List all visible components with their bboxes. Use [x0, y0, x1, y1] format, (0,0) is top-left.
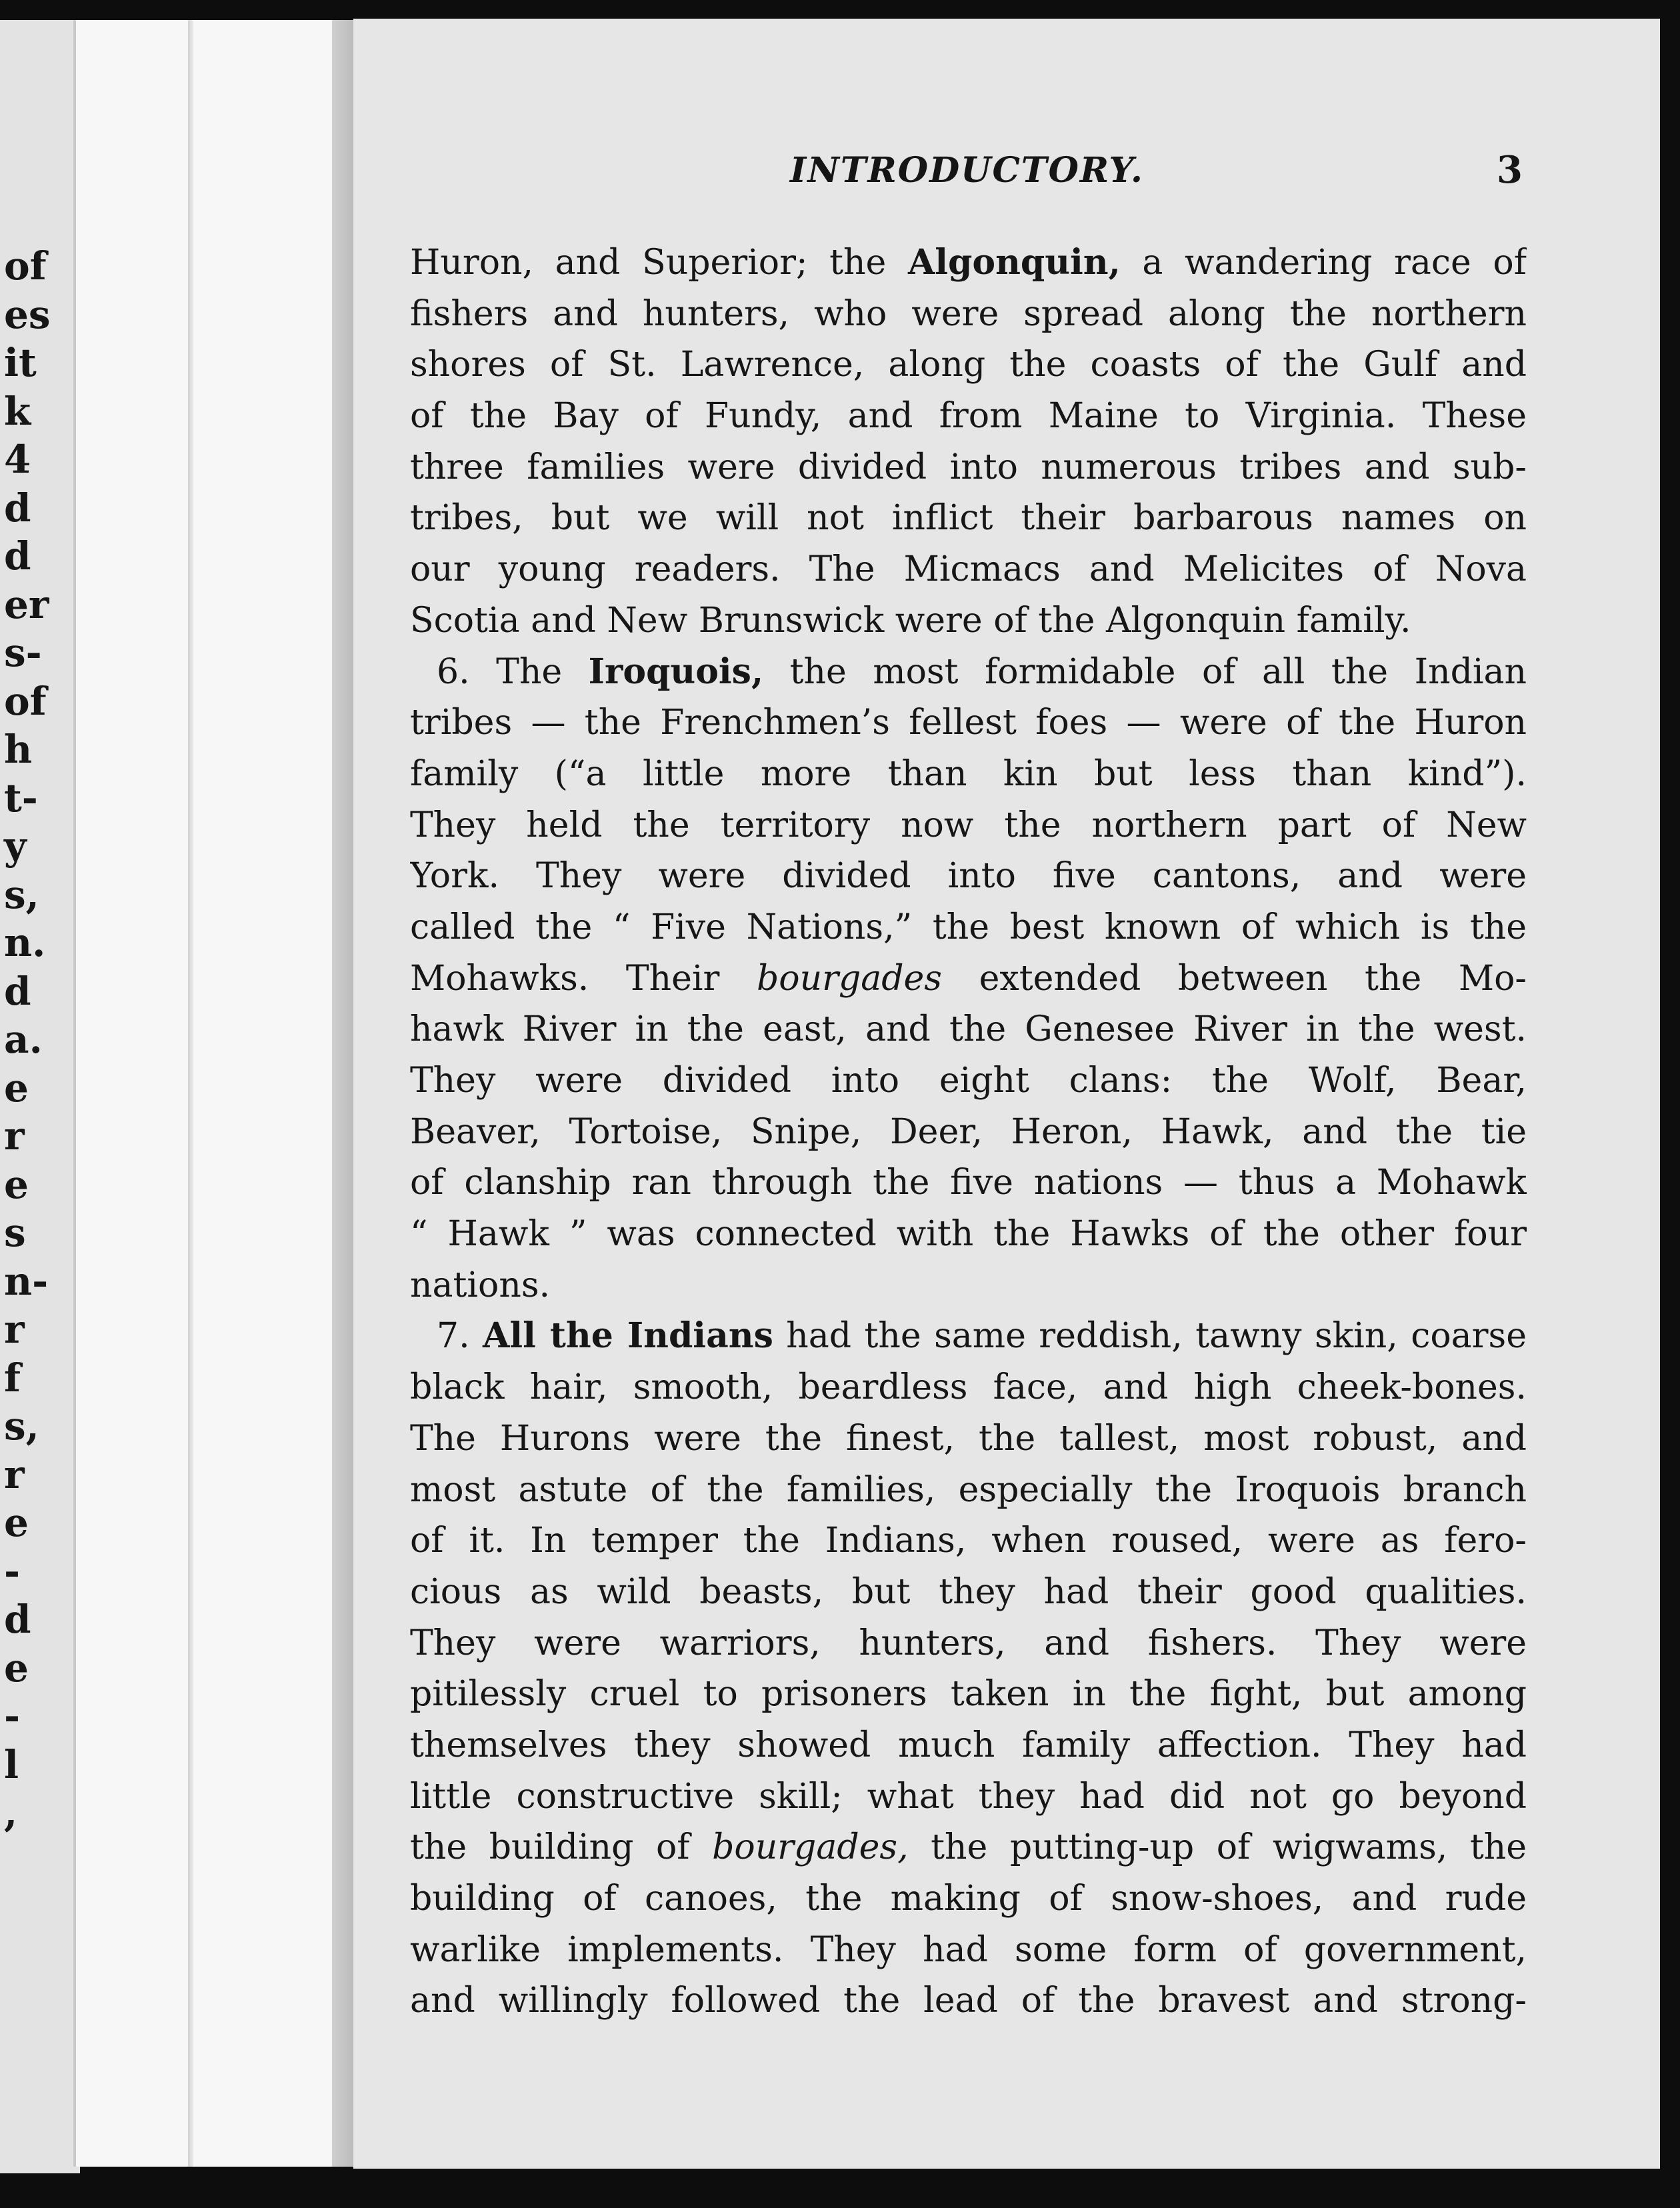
text-run: had the same reddish, tawny skin, coarse: [773, 1316, 1527, 1357]
text-line: [410, 339, 1527, 391]
text-run: called the “ Five Nations,” the best known of which is the: [410, 907, 1527, 947]
facing-page-line-fragment: r: [4, 1113, 25, 1159]
text-run: black hair, smooth, beardless face, and high cheek-bones.: [410, 1367, 1527, 1408]
text-line: [410, 1567, 1527, 1618]
facing-page-line-fragment: s,: [4, 1403, 39, 1449]
text-line: [410, 1107, 1527, 1158]
text-run: Beaver, Tortoise, Snipe, Deer, Heron, Hawk, and the tie: [410, 1111, 1527, 1152]
text-line: [410, 237, 1527, 289]
facing-page-line-fragment: f: [4, 1355, 21, 1401]
text-run: the most formidable of all the Indian: [763, 651, 1527, 692]
text-run: tribes — the Frenchmen’s fellest foes — were of the Huron: [410, 703, 1527, 743]
text-line: [410, 289, 1527, 340]
text-run: fishers and hunters, who were spread along the northern: [410, 293, 1527, 334]
text-run: the putting-up of wigwams, the: [908, 1827, 1527, 1868]
text-line: [410, 1413, 1527, 1465]
body-text: [410, 237, 1527, 2027]
text-line: [410, 1260, 1527, 1311]
text-line: [410, 1771, 1527, 1823]
facing-page-line-fragment: l: [4, 1741, 19, 1787]
text-line: [410, 1362, 1527, 1413]
text-line: [410, 902, 1527, 953]
text-line: [410, 493, 1527, 544]
text-run: family (“a little more than kin but less than kind”).: [410, 753, 1527, 794]
text-run: tribes, but we will not inflict their barbarous names on: [410, 498, 1527, 539]
text-line: [410, 749, 1527, 800]
text-run: hawk River in the east, and the Genesee River in the west.: [410, 1009, 1527, 1050]
text-line: [410, 1465, 1527, 1516]
text-run: the building of: [410, 1827, 713, 1868]
text-run: warlike implements. They had some form of government,: [410, 1929, 1527, 1970]
facing-page-line-fragment: of: [4, 678, 47, 724]
text-run: a wandering race of: [1120, 243, 1527, 283]
facing-page-line-fragment: of: [4, 243, 47, 289]
italic-term: bourgades,: [712, 1827, 909, 1868]
text-line: [410, 697, 1527, 749]
bold-term: Iroquois,: [588, 651, 764, 692]
facing-page-fragment: [0, 20, 80, 2173]
text-line: [410, 800, 1527, 851]
text-line: [410, 1873, 1527, 1925]
text-run: York. They were divided into five cantons, and were: [410, 856, 1527, 897]
text-run: themselves they showed much family affection. They had: [410, 1725, 1527, 1765]
text-run: of the Bay of Fundy, and from Maine to Virginia. These: [410, 396, 1527, 437]
text-run: Huron, and Superior; the: [410, 243, 908, 283]
text-run: Scotia and New Brunswick were of the Algonquin family.: [410, 600, 1411, 641]
facing-page-line-fragment: -: [4, 1693, 21, 1739]
running-head: INTRODUCTORY.: [790, 150, 1145, 191]
facing-page-line-fragment: e: [4, 1645, 29, 1691]
text-run: our young readers. The Micmacs and Melicites of Nova: [410, 549, 1527, 590]
binding-tape: [73, 20, 339, 2167]
text-run: little constructive skill; what they had did not go beyond: [410, 1776, 1527, 1817]
facing-page-line-fragment: d: [4, 533, 31, 579]
tape-seam: [188, 20, 193, 2167]
text-run: shores of St. Lawrence, along the coasts of the Gulf and: [410, 345, 1527, 385]
bold-term: All the Indians: [483, 1315, 773, 1357]
text-line: [410, 647, 1527, 698]
bold-term: Algonquin,: [907, 242, 1121, 283]
facing-page-line-fragment: ,: [4, 1790, 18, 1835]
facing-page-line-fragment: e: [4, 1161, 29, 1207]
text-line: [410, 1822, 1527, 1873]
facing-page-line-fragment: es: [4, 291, 51, 337]
text-line: [410, 442, 1527, 493]
text-run: The Hurons were the finest, the tallest, most robust, and: [410, 1418, 1527, 1459]
text-run: “ Hawk ” was connected with the Hawks of the other four: [410, 1214, 1527, 1255]
text-run: three families were divided into numerous tribes and sub-: [410, 447, 1527, 487]
facing-page-line-fragment: s,: [4, 871, 39, 917]
facing-page-line-fragment: h: [4, 727, 33, 772]
gutter-shadow: [332, 20, 356, 2167]
facing-page-line-fragment: y: [4, 823, 27, 869]
text-line: [410, 1618, 1527, 1669]
italic-term: bourgades: [757, 958, 942, 999]
facing-page-line-fragment: er: [4, 581, 49, 627]
text-line: [410, 1209, 1527, 1260]
text-line: [410, 544, 1527, 595]
text-line: [410, 1004, 1527, 1055]
facing-page-line-fragment: n-: [4, 1258, 49, 1304]
text-run: of clanship ran through the five nations — thus a Mohawk: [410, 1163, 1527, 1203]
text-run: most astute of the families, especially the Iroquois branch: [410, 1469, 1527, 1510]
text-line: [410, 1720, 1527, 1771]
facing-page-line-fragment: e: [4, 1500, 29, 1545]
text-line: [410, 595, 1527, 647]
text-run: building of canoes, the making of snow-shoes, and rude: [410, 1879, 1527, 1919]
text-run: They were divided into eight clans: the Wolf, Bear,: [410, 1061, 1527, 1101]
text-line: [410, 1515, 1527, 1567]
text-run: 7.: [437, 1316, 483, 1357]
text-run: They were warriors, hunters, and fishers. They were: [410, 1623, 1527, 1663]
text-line: [410, 1055, 1527, 1107]
text-run: cious as wild beasts, but they had their good qualities.: [410, 1571, 1527, 1612]
facing-page-line-fragment: r: [4, 1307, 25, 1352]
text-line: [410, 1157, 1527, 1209]
facing-page-line-fragment: d: [4, 1597, 31, 1642]
text-line: [410, 1975, 1527, 2027]
text-line: [410, 391, 1527, 442]
facing-page-line-fragment: s: [4, 1210, 26, 1255]
facing-page-line-fragment: d: [4, 968, 31, 1014]
text-run: 6. The: [437, 651, 589, 692]
facing-page-line-fragment: d: [4, 485, 31, 531]
text-run: They held the territory now the northern part of New: [410, 805, 1527, 845]
facing-page-line-fragment: -: [4, 1548, 21, 1594]
facing-page-line-fragment: s-: [4, 630, 42, 675]
text-run: Mohawks. Their: [410, 958, 757, 999]
facing-page-line-fragment: n.: [4, 920, 46, 965]
facing-page-line-fragment: r: [4, 1451, 25, 1497]
text-run: nations.: [410, 1265, 551, 1305]
facing-page-line-fragment: e: [4, 1065, 29, 1111]
facing-page-line-fragment: it: [4, 340, 37, 385]
text-line: [410, 1311, 1527, 1362]
text-run: extended between the Mo-: [942, 958, 1527, 999]
text-line: [410, 851, 1527, 902]
text-run: pitilessly cruel to prisoners taken in the fight, but among: [410, 1674, 1527, 1715]
text-line: [410, 953, 1527, 1005]
text-line: [410, 1925, 1527, 1976]
page-number: 3: [1497, 148, 1523, 192]
facing-page-line-fragment: k: [4, 388, 31, 434]
facing-page-line-fragment: t-: [4, 775, 38, 821]
facing-page-line-fragment: a.: [4, 1017, 43, 1062]
text-run: of it. In temper the Indians, when roused, were as fero-: [410, 1521, 1527, 1561]
text-run: and willingly followed the lead of the bravest and strong-: [410, 1981, 1527, 2021]
facing-page-line-fragment: 4: [4, 437, 31, 482]
text-line: [410, 1669, 1527, 1720]
